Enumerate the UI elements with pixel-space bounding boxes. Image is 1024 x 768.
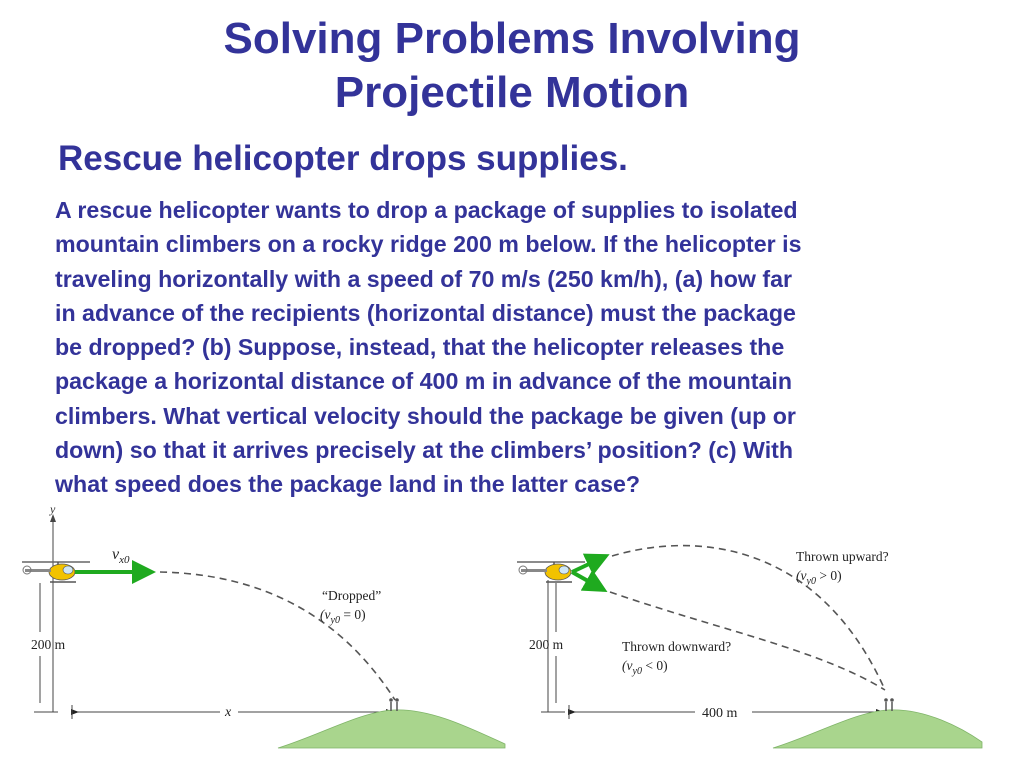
mountain-ridge xyxy=(278,710,505,748)
upward-velocity-arrow xyxy=(572,556,606,572)
problem-line: mountain climbers on a rocky ridge 200 m below. If the helicopter is xyxy=(55,231,802,258)
climbers-icon xyxy=(389,698,399,711)
height-label: 200 m xyxy=(529,637,564,652)
problem-line: A rescue helicopter wants to drop a package of supplies to isolated xyxy=(55,197,798,223)
problem-line: climbers. What vertical velocity should the package be given (up or xyxy=(55,402,796,429)
climbers-icon xyxy=(884,698,894,711)
downward-label: Thrown downward? xyxy=(622,639,732,654)
figure-thrown xyxy=(517,546,982,748)
slide-title-line: Projectile Motion xyxy=(334,68,690,117)
slide-subtitle: Rescue helicopter drops supplies. xyxy=(58,139,628,178)
problem-line: be dropped? (b) Suppose, instead, that the helicopter releases the xyxy=(55,334,785,361)
height-label: 200 m xyxy=(31,637,66,652)
problem-line: in advance of the recipients (horizontal distance) must the package xyxy=(55,299,796,326)
distance-label: 400 m xyxy=(702,706,738,721)
downward-velocity-arrow xyxy=(572,572,604,590)
dropped-condition: $(v_{y0} = 0)$ xyxy=(320,607,366,626)
distance-label: x xyxy=(225,705,232,720)
upward-condition: $(v_{y0} > 0)$ xyxy=(796,568,842,587)
problem-line: what speed does the package land in the latter case? xyxy=(55,471,641,498)
mountain-ridge xyxy=(773,710,982,748)
dropped-label: “Dropped” xyxy=(322,588,382,603)
problem-line: down) so that it arrives precisely at the climbers’ position? (c) With xyxy=(55,437,794,464)
velocity-label: $v_{x0}$ xyxy=(112,546,130,566)
downward-condition: $(v_{y0} < 0)$ xyxy=(622,658,668,677)
problem-line: package a horizontal distance of 400 m in advance of the mountain xyxy=(55,368,793,395)
problem-line: traveling horizontally with a speed of 70 m/s (250 km/h), (a) how far xyxy=(55,265,793,292)
figure-dropped xyxy=(22,502,505,748)
slide-title-line: Solving Problems Involving xyxy=(223,14,801,63)
upward-label: Thrown upward? xyxy=(796,549,889,564)
y-axis-label: y xyxy=(50,502,56,516)
